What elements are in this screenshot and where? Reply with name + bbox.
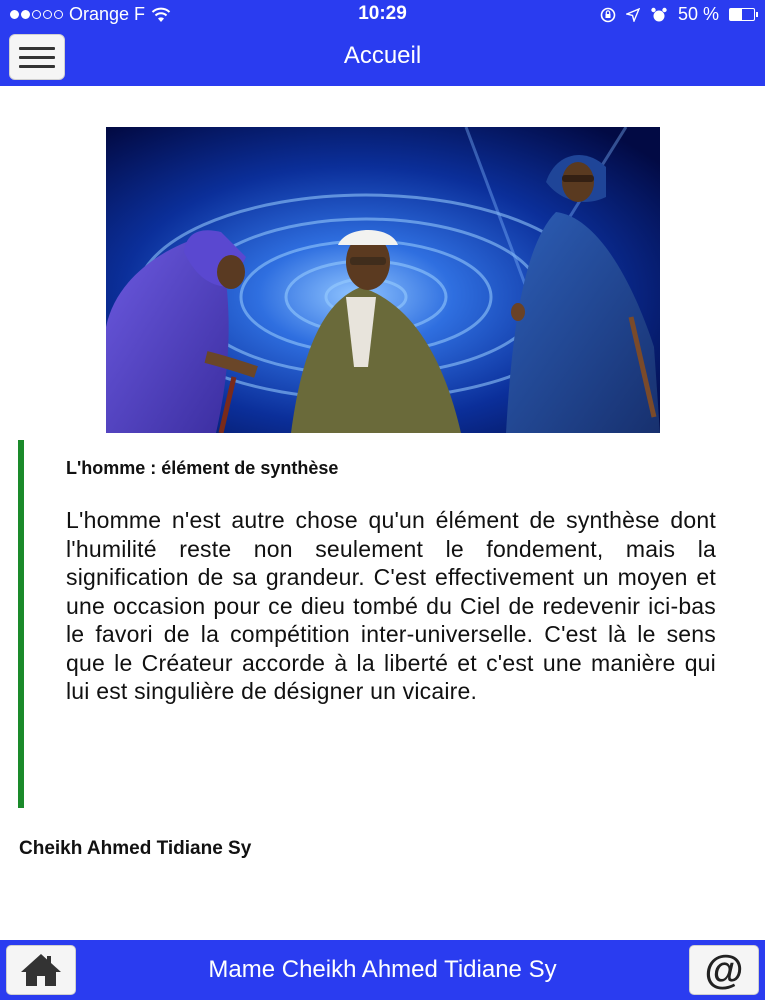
hero-image [106,127,660,433]
author-name: Cheikh Ahmed Tidiane Sy [19,838,252,859]
battery-percent: 50 % [677,4,719,24]
article-heading: L'homme : élément de synthèse [66,458,339,478]
nav-bar [0,28,765,86]
battery-level [730,9,742,20]
lock-rotation-icon [600,7,616,23]
battery-icon [729,8,755,21]
email-button[interactable] [689,945,759,995]
carrier-name: Orange F [69,4,146,24]
article-block [18,440,718,808]
page-title: Accueil [343,42,422,69]
status-bar [0,0,765,28]
alarm-icon [650,7,668,23]
bottom-bar [0,940,765,1000]
status-right [600,4,755,25]
at-sign-icon: @ [704,948,744,992]
location-icon [626,8,640,22]
article-body: L'homme n'est autre chose qu'un élément de synthèse dont l'humilité reste non seulement le fondement, mais la signification de sa grandeur. C'est effectivement un moyen et une occasion pour ce dieu tombé du Ciel de redevenir ici-bas le favori de la compétition inter-universelle. C'est là le sens que le Créateur accorde à la liberté et c'est une manière qui lui est singulière de désigner un vicaire. [66,507,716,704]
footer-title: Mame Cheikh Ahmed Tidiane Sy [208,956,557,983]
status-time: 10:29 [358,3,407,24]
